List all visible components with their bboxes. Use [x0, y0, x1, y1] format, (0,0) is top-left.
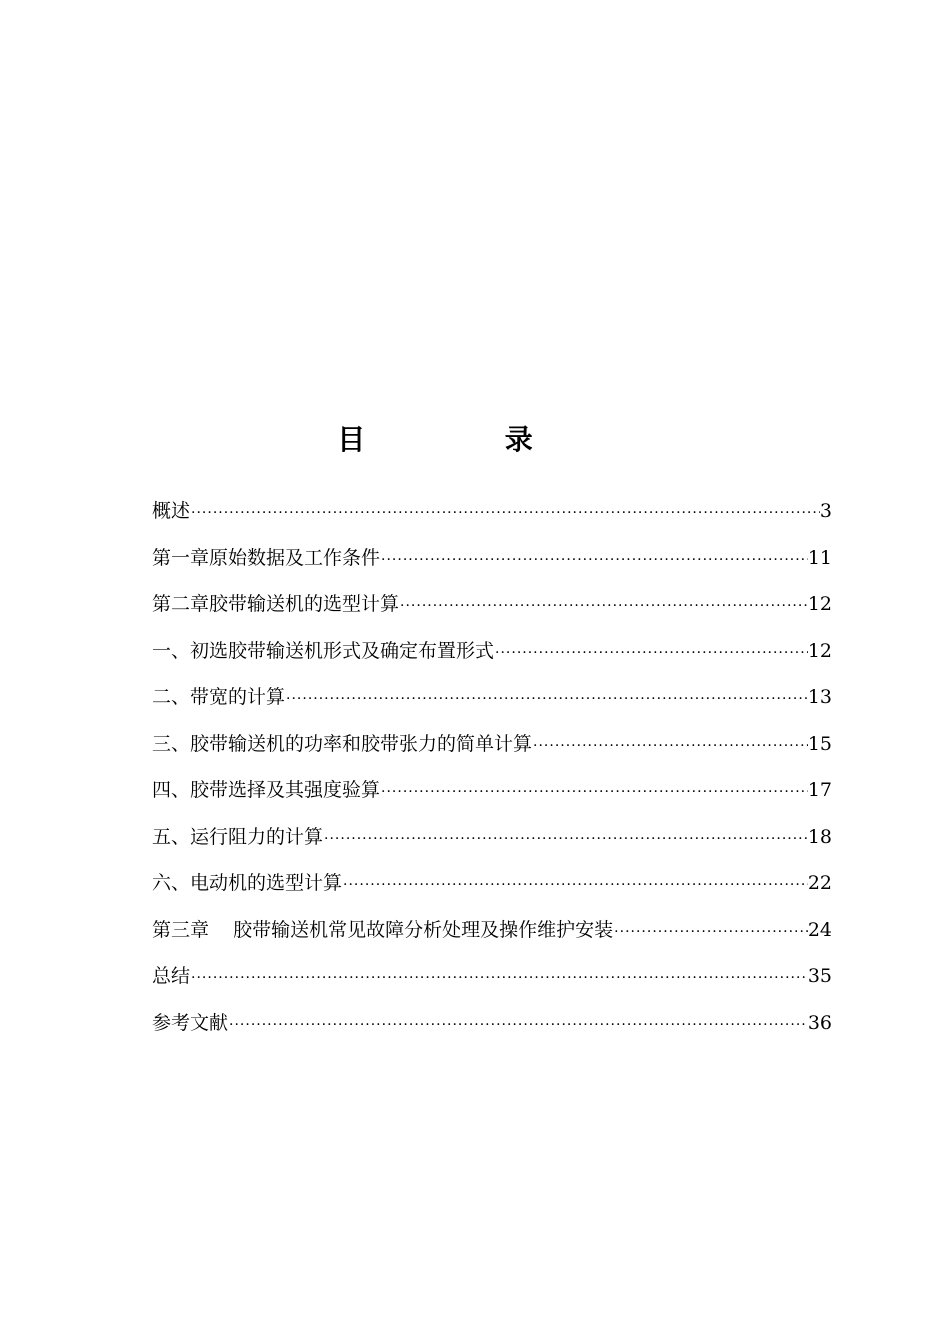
toc-entry[interactable] [152, 915, 832, 962]
toc-entry-label: 第二章胶带输送机的选型计算 [152, 593, 400, 615]
toc-entry[interactable] [152, 961, 832, 1008]
toc-entry[interactable] [152, 682, 832, 729]
dot-leader [613, 917, 808, 947]
dot-leader [323, 824, 808, 854]
toc-title: 目 录 [337, 423, 573, 456]
toc-entry-label: 第一章原始数据及工作条件 [152, 546, 381, 569]
toc-entry-page: 22 [807, 872, 832, 894]
dot-leader [532, 731, 808, 761]
dot-leader [190, 498, 820, 528]
toc-entry-page: 36 [807, 1011, 832, 1034]
toc-entry-label: 五、运行阻力的计算 [152, 825, 324, 848]
toc-entry-label: 三、胶带输送机的功率和胶带张力的简单计算 [152, 732, 533, 755]
dot-leader [399, 591, 808, 621]
toc-entry[interactable] [152, 543, 832, 590]
toc-entry-page: 17 [807, 779, 832, 801]
toc-entry-page: 15 [807, 732, 832, 755]
toc-entry-label: 二、带宽的计算 [152, 686, 286, 708]
toc-entry-label: 参考文献 [152, 1011, 229, 1034]
toc-entry-page: 24 [807, 918, 832, 941]
toc-entry-label: 第三章 胶带输送机常见故障分析处理及操作维护安装 [152, 918, 614, 941]
toc-entry-page: 11 [807, 546, 832, 569]
dot-leader [380, 777, 808, 807]
toc-entry-label: 四、胶带选择及其强度验算 [152, 779, 381, 801]
toc-entry-label: 总结 [152, 965, 191, 987]
dot-leader [380, 545, 808, 575]
toc-entry[interactable] [152, 822, 832, 869]
toc-entry[interactable] [152, 589, 832, 636]
dot-leader [342, 870, 808, 900]
toc-entry-label: 一、初选胶带输送机形式及确定布置形式 [152, 639, 495, 662]
toc-entry-page: 18 [807, 825, 832, 848]
toc-entry[interactable] [152, 729, 832, 776]
toc-entry[interactable] [152, 496, 832, 543]
dot-leader [285, 684, 808, 714]
toc-entry[interactable] [152, 636, 832, 683]
toc-entry[interactable] [152, 775, 832, 822]
toc-entry-page: 12 [807, 639, 832, 662]
dot-leader [228, 1010, 808, 1040]
toc-entry-page: 12 [807, 593, 832, 615]
toc-entry-label: 概述 [152, 500, 191, 522]
dot-leader [494, 638, 808, 668]
table-of-contents [152, 496, 832, 1054]
toc-entry-page: 35 [807, 965, 832, 987]
toc-entry-page: 13 [807, 686, 832, 708]
toc-entry[interactable] [152, 868, 832, 915]
toc-entry-page: 3 [819, 500, 832, 522]
dot-leader [190, 963, 808, 993]
toc-entry[interactable] [152, 1008, 832, 1055]
toc-entry-label: 六、电动机的选型计算 [152, 872, 343, 894]
